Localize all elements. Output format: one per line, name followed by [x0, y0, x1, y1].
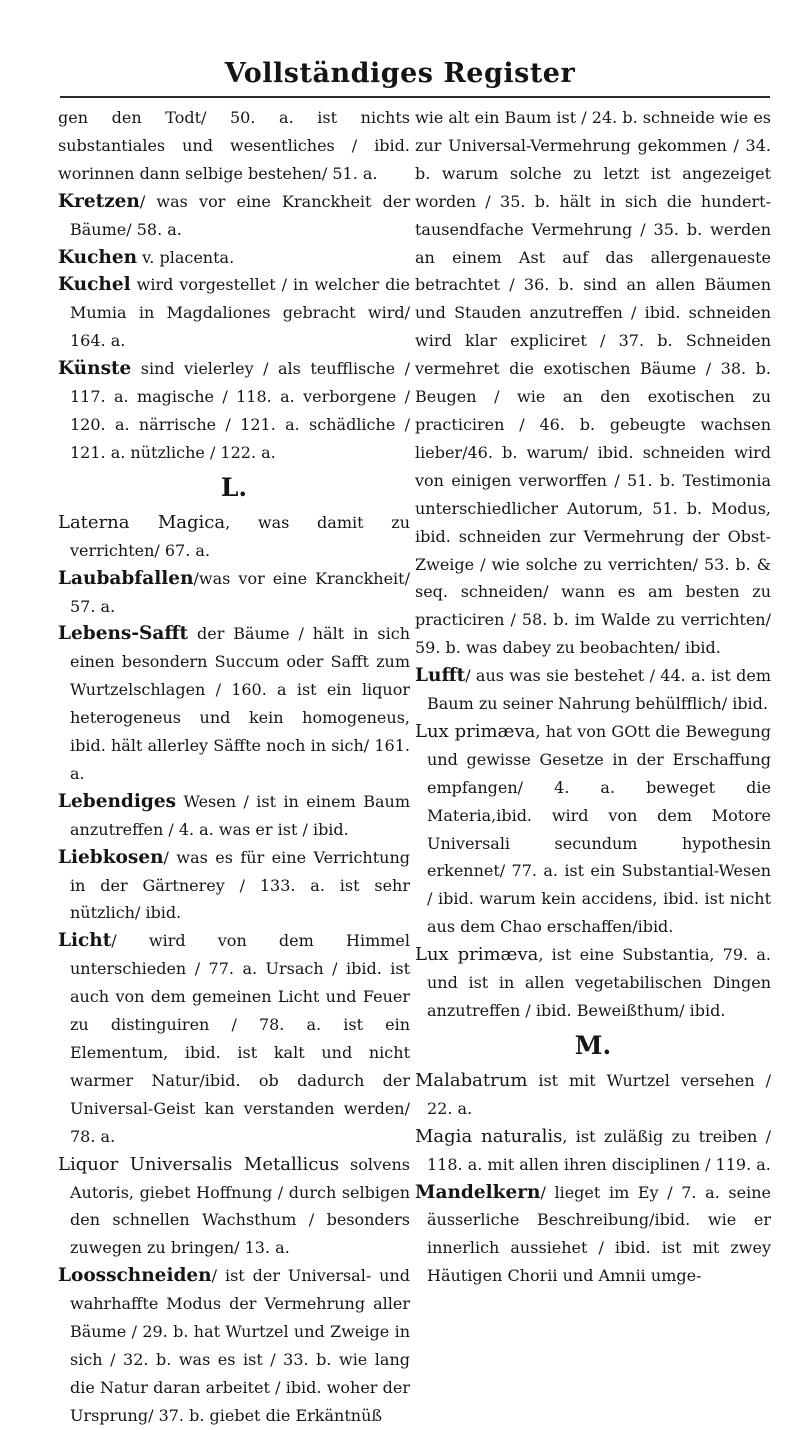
entry-text: / was es für eine Verrichtung in der Gärtnerey / 133. a. ist sehr nützlich/ ibid. — [70, 847, 410, 923]
entry-headword: Lux primæva — [415, 720, 536, 742]
entry-text: / aus was sie bestehet / 44. a. ist dem Baum zu seiner Nahrung behülfflich/ ibid. — [427, 666, 771, 714]
entry-headword: Magia naturalis — [415, 1125, 563, 1147]
entry-headword: Lebendiges — [58, 790, 177, 812]
entry-headword: Laubabfallen — [58, 567, 194, 589]
index-entry — [58, 620, 410, 787]
index-entry — [58, 927, 410, 1150]
entry-text: wie alt ein Baum ist / 24. b. schneide wie es zur Universal-Vermehrung gekommen / 34. b. warum solche zu letzt ist angezeiget worden / 35. b. hält in sich die hundert-tausendfache Vermehrung / 35. b. werden an einem Ast auf das allergenaueste betrachtet / 36. b. sind an allen Bäumen und Stauden anzutreffen / ibid. schneiden wird klar expliciret / 37. b. Schneiden vermehret die exotischen Bäume / 38. b. Beugen / wie an den exotischen zu practiciren / 46. b. gebeugte wachsen lieber/46. b. warum/ ibid. schneiden wird von einigen verworffen / 51. b. Testimonia unterschiedlicher Autorum, 51. b. Modus, ibid. schneiden zur Vermehrung der Obst-Zweige / wie solche zu verrichten/ 53. b. & seq. schneiden/ wann es am besten zu practiciren / 58. b. im Walde zu verrichten/ 59. b. was dabey zu beobachten/ ibid. — [415, 108, 771, 658]
entry-text: / lieget im Ey / 7. a. seine äusserliche Beschreibung/ibid. wie er innerlich aussiehet / ibid. ist mit zwey Häutigen Chorii und Amnii umge- — [427, 1182, 771, 1286]
entry-headword: Loosschneiden — [58, 1265, 212, 1287]
index-entry — [58, 565, 410, 621]
running-head: Vollständiges Register — [224, 58, 576, 89]
index-entry — [58, 1151, 410, 1263]
entry-text: ist mit Wurtzel versehen / 22. a. — [427, 1070, 771, 1118]
index-entry — [415, 662, 771, 718]
entry-text: der Bäume / hält in sich einen besondern Succum oder Safft zum Wurtzelschlagen / 160. a ist ein liquor heterogeneus und kein homogeneus, ibid. hält allerley Säffte noch in sich/ 161. a. — [70, 624, 410, 783]
index-entry — [58, 1262, 410, 1429]
entry-headword: Liebkosen — [58, 846, 164, 868]
letter-divider: M. — [574, 1030, 612, 1060]
index-entry — [58, 271, 410, 355]
entry-headword: Lux primæva — [415, 944, 539, 966]
right-column — [415, 104, 771, 1344]
index-entry — [58, 355, 410, 467]
entry-text: gen den Todt/ 50. a. ist nichts substantiales und wesentliches / ibid. worinnen dann selbige bestehen/ 51. a. — [58, 108, 410, 183]
entry-headword: Lebens-Safft — [58, 623, 189, 645]
index-entry — [58, 244, 410, 272]
index-entry — [415, 1123, 771, 1179]
index-entry — [415, 1067, 771, 1123]
index-entry — [58, 188, 410, 244]
entry-text: sind vielerley / als teufflische / 117. a. magische / 118. a. verborgene / 120. a. närrische / 121. a. schädliche / 121. a. nützliche / 122. a. — [70, 359, 410, 462]
header-rule — [60, 96, 770, 98]
index-entry-continuation — [415, 104, 771, 662]
entry-text: Wesen / ist in einem Baum anzutreffen / 4. a. was er ist / ibid. — [70, 791, 410, 839]
entry-text: , ist eine Substantia, 79. a. und ist in allen vegetabilischen Dingen anzutreffen / ibid. Beweißthum/ ibid. — [427, 945, 771, 1020]
index-entry — [415, 941, 771, 1025]
index-entry-continuation — [58, 104, 410, 188]
entry-headword: Mandelkern — [415, 1181, 541, 1203]
letter-divider: L. — [220, 472, 248, 502]
entry-text: , was damit zu verrichten/ 67. a. — [70, 512, 410, 560]
left-column — [58, 104, 410, 1425]
entry-text: , hat von GOtt die Bewegung und gewisse Gesetze in der Erschaffung empfangen/ 4. a. beweget die Materia,ibid. wird von dem Motore Universali secundum hypothesin erkennet/ 77. a. ist ein Substantial-Wesen / ibid. warum kein accidens, ibid. ist nicht aus dem Chao erschaffen/ibid. — [427, 721, 771, 937]
entry-headword: Licht — [58, 930, 112, 952]
entry-text: / ist der Universal- und wahrhaffte Modus der Vermehrung aller Bäume / 29. b. hat Wurtzel und Zweige in sich / 32. b. was es ist / 33. b. wie lang die Natur daran arbeitet / ibid. woher der Ursprung/ 37. b. giebet die Erkäntnüß — [70, 1266, 410, 1425]
entry-headword: Malabatrum — [415, 1069, 528, 1091]
index-entry — [415, 718, 771, 941]
entry-text: wird vorgestellet / in welcher die Mumia in Magdaliones gebracht wird/ 164. a. — [70, 275, 410, 351]
entry-headword: Kuchel — [58, 274, 131, 296]
entry-text: / was vor eine Kranckheit der Bäume/ 58. a. — [70, 191, 410, 239]
index-entry — [58, 509, 410, 565]
index-entry — [415, 1179, 771, 1291]
entry-headword: Künste — [58, 358, 132, 380]
index-entry — [58, 788, 410, 844]
entry-text: / wird von dem Himmel unterschieden / 77. a. Ursach / ibid. ist auch von dem gemeinen Licht und Feuer zu distinguiren / 78. a. ist ein Elementum, ibid. ist kalt und nicht warmer Natur/ibid. ob dadurch der Universal-Geist kan verstanden werden/ 78. a. — [70, 931, 410, 1146]
entry-headword: Laterna Magica — [58, 511, 226, 533]
entry-headword: Lufft — [415, 665, 466, 687]
entry-text: /was vor eine Kranckheit/ 57. a. — [70, 568, 410, 616]
entry-headword: Kuchen — [58, 246, 138, 268]
entry-headword: Kretzen — [58, 190, 140, 212]
entry-text: , ist zuläßig zu treiben / 118. a. mit allen ihren disciplinen / 119. a. — [427, 1126, 771, 1174]
entry-text: solvens Autoris, giebet Hoffnung / durch selbigen den schnellen Wachsthum / besonders zuwegen zu bringen/ 13. a. — [70, 1154, 410, 1258]
entry-text: v. placenta. — [137, 247, 235, 267]
index-entry — [58, 844, 410, 928]
entry-headword: Liquor Universalis Metallicus — [58, 1153, 340, 1175]
